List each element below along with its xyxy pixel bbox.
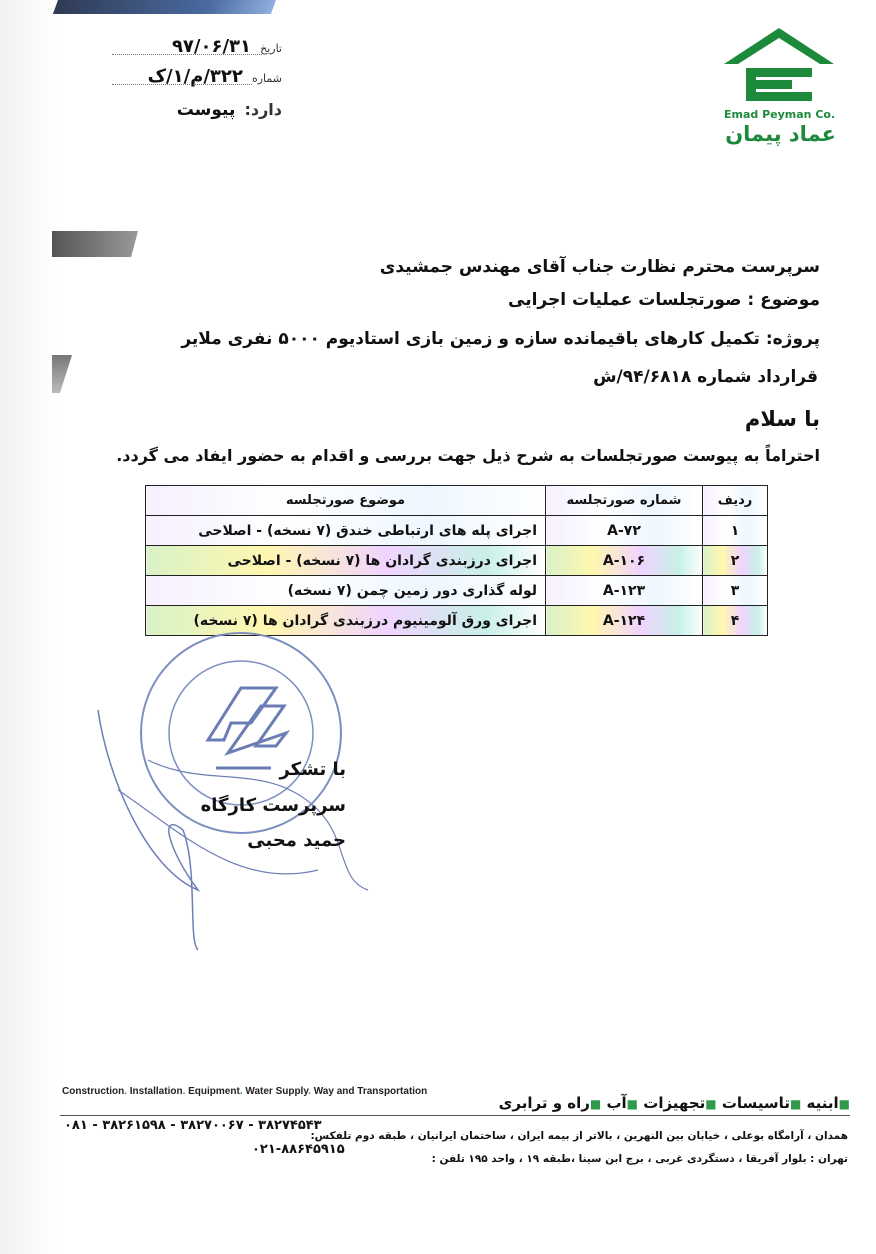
attachment-value: پیوست	[176, 100, 236, 120]
table-header-row	[146, 486, 768, 516]
logo-name-fa: عماد پیمان	[725, 122, 836, 146]
cell-number: A-۱۰۶	[546, 546, 703, 576]
service-fa: راه و ترابری	[498, 1094, 590, 1112]
greeting: با سلام	[744, 407, 820, 431]
intro-text: احتراماً به پیوست صورتجلسات به شرح ذیل جهت بررسی و اقدام به حضور ایفاد می گردد.	[116, 446, 820, 465]
cell-row: ۳	[703, 576, 768, 606]
signature-name: حمید محبی	[247, 830, 346, 851]
cell-row: ۴	[703, 606, 768, 636]
subject: موضوع : صورتجلسات عملیات اجرایی	[508, 290, 820, 310]
logo-name-en: Emad Peyman Co.	[724, 108, 836, 121]
cell-number: A-۷۲	[546, 516, 703, 546]
service-en: Water Supply	[245, 1086, 309, 1097]
cell-subject: لوله گذاری دور زمین چمن (۷ نسخه)	[146, 576, 546, 606]
table-row	[146, 546, 768, 576]
contract-number: قرارداد شماره ۹۴/۶۸۱۸/ش	[593, 367, 818, 387]
service-en: Installation	[129, 1086, 183, 1097]
company-logo	[718, 28, 836, 146]
service-en: Construction	[62, 1086, 125, 1097]
phone-tehran: ۰۲۱-۸۸۶۴۵۹۱۵	[252, 1142, 345, 1157]
col-header-subject: موضوع صورتجلسه	[146, 486, 546, 516]
date-value: ۹۷/۰۶/۳۱	[171, 36, 252, 57]
col-header-number: شماره صورتجلسه	[546, 486, 703, 516]
cell-row: ۱	[703, 516, 768, 546]
col-header-row: ردیف	[703, 486, 768, 516]
service-en: Equipment	[188, 1086, 240, 1097]
number-label: شماره	[251, 72, 282, 85]
scan-mark	[52, 355, 72, 393]
footer-divider	[60, 1115, 850, 1116]
date-label: تاریخ	[260, 42, 282, 55]
cell-subject: اجرای ورق آلومینیوم درزبندی گرادان ها (۷ نسخه)	[146, 606, 546, 636]
page-edge-shadow	[0, 0, 60, 1254]
recipient: سرپرست محترم نظارت جناب آقای مهندس جمشیدی	[379, 257, 820, 277]
service-fa: تاسیسات	[721, 1094, 790, 1112]
minutes-table	[145, 485, 768, 636]
service-fa: آب	[606, 1094, 627, 1112]
table-row	[146, 516, 768, 546]
scan-mark	[52, 231, 138, 257]
services-fa: ■ابنیه ■تاسیسات ■تجهیزات ■آب ■راه و ترابری	[498, 1094, 850, 1112]
cell-subject: اجرای پله های ارتباطی خندق (۷ نسخه) - اصلاحی	[146, 516, 546, 546]
logo-house-icon	[724, 28, 834, 108]
services-en: Construction. Installation. Equipment. Water Supply. Way and Transportation	[62, 1086, 428, 1097]
service-fa: تجهیزات	[643, 1094, 706, 1112]
address-hamedan: همدان ، آرامگاه بوعلی ، خیابان بین النهرین ، بالاتر از بیمه ایران ، ساختمان ایرانیان ، طبقه دوم تلفکس:	[310, 1130, 848, 1142]
attachment-label: دارد:	[244, 100, 282, 119]
number-field	[112, 66, 282, 87]
project: پروژه: تکمیل کارهای باقیمانده سازه و زمین بازی استادیوم ۵۰۰۰ نفری ملایر	[181, 329, 820, 349]
signature-title: سرپرست کارگاه	[200, 795, 346, 816]
cell-number: A-۱۲۳	[546, 576, 703, 606]
table-row	[146, 576, 768, 606]
address-tehran: تهران : بلوار آفریقا ، دستگردی غربی ، برج ابن سینا ،طبقه ۱۹ ، واحد ۱۹۵ تلفن :	[431, 1153, 848, 1165]
date-field	[112, 36, 282, 57]
phones-hamedan: ۳۸۲۷۴۵۴۳ - ۳۸۲۷۰۰۶۷ - ۳۸۲۶۱۵۹۸ - ۰۸۱	[64, 1118, 322, 1133]
signature-thanks: با تشکر	[279, 759, 346, 780]
service-en: Way and Transportation	[313, 1086, 428, 1097]
cell-subject: اجرای درزبندی گرادان ها (۷ نسخه) - اصلاحی	[146, 546, 546, 576]
service-fa: ابنیه	[806, 1094, 839, 1112]
attachment-field	[112, 100, 282, 120]
number-value: ۳۲۲/م/۱/ک	[147, 66, 243, 87]
corner-decoration	[53, 0, 276, 14]
cell-number: A-۱۲۴	[546, 606, 703, 636]
cell-row: ۲	[703, 546, 768, 576]
